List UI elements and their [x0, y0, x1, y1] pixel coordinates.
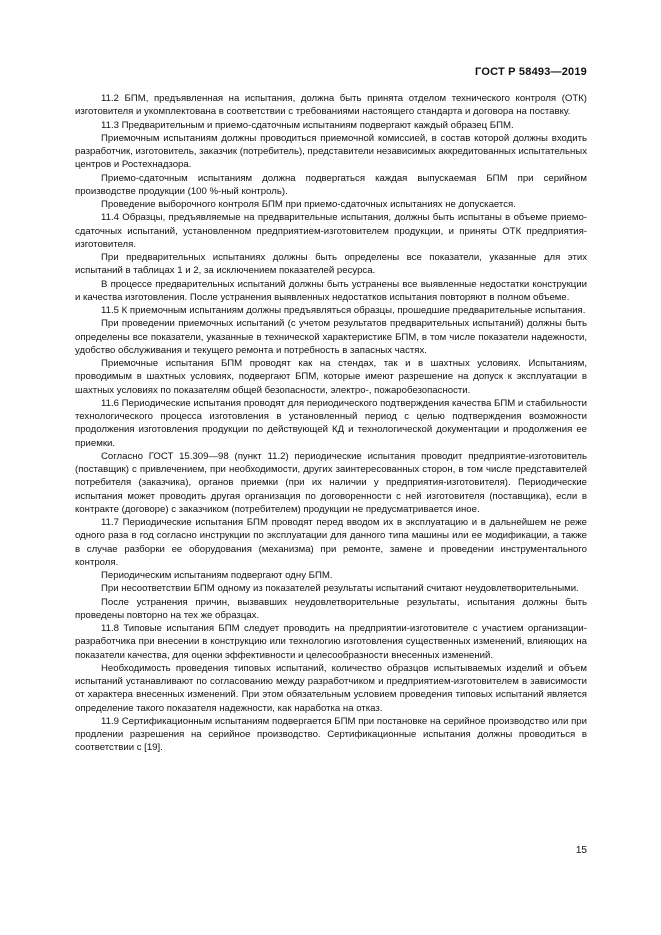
page-number: 15 [575, 845, 587, 856]
paragraph-11-5: 11.5 К приемочным испытаниям должны предъявляться образцы, прошедшие предварительные испытания. [101, 305, 586, 316]
paragraph-11-4: 11.4 Образцы, предъявляемые на предварительные испытания, должны быть испытаны в объеме приемо-сдаточных испытаний, установленном предприятием-изготовителем продукции, и приняты ОТК предприятия-изготовителя. [75, 212, 587, 250]
paragraph: Согласно ГОСТ 15.309—98 (пункт 11.2) периодические испытания проводит предприятие-изготовитель (поставщик) с привлечением, при необходимости, других заинтересованных сторон, в том числе представителей потребителя (заказчика), органов приемки (при их наличии у предприятия-изготовителя). Периодические испытания может проводить другая организация по договоренности с ней изготовителя (поставщика), если в контракте (договоре) с заказчиком (потребителем) продукции не предусматривается иное. [75, 450, 587, 515]
paragraph: При проведении приемочных испытаний (с учетом результатов предварительных испытаний) должны быть определены все показатели, указанные в технической характеристике БПМ, в том числе показатели надежности, удобство обслуживания и текущего ремонта и потребность в запасных частях. [75, 318, 587, 356]
paragraph: Проведение выборочного контроля БПМ при приемо-сдаточных испытаниях не допускается. [101, 199, 516, 210]
paragraph-11-7: 11.7 Периодические испытания БПМ проводят перед вводом их в эксплуатацию и в дальнейшем не реже одного раза в год согласно инструкции по эксплуатации для данного типа машины или ее модификации, а также в случае разборки ее оборудования (механизма) при ремонте, замене и проведении инструментального контроля. [75, 517, 587, 568]
paragraph-11-9: 11.9 Сертификационным испытаниям подвергается БПМ при постановке на серийное производство или при продлении разрешения на серийное производство. Сертификационные испытания должны проводиться в соответствии с [19]. [75, 715, 587, 754]
paragraph: При предварительных испытаниях должны быть определены все показатели, указанные для этих испытаний в таблицах 1 и 2, за исключением показателей ресурса. [75, 252, 587, 277]
paragraph-11-6: 11.6 Периодические испытания проводят для периодического подтверждения качества БПМ и стабильности технологического процесса изготовления в установленный период с целью подтверждения возможности продолжения изготовления продукции по действующей КД и технологической документации и продолжения ее приемки. [75, 397, 587, 449]
document-body [75, 92, 587, 755]
paragraph: Приемо-сдаточным испытаниям должна подвергаться каждая выпускаемая БПМ при серийном производстве продукции (100 %-ный контроль). [75, 172, 587, 197]
paragraph: В процессе предварительных испытаний должны быть устранены все выявленные недостатки конструкции и качества изготовления. После устранения выявленных недостатков испытания повторяют в полном объеме. [75, 278, 587, 303]
paragraph: Приемочные испытания БПМ проводят как на стендах, так и в шахтных условиях. Испытаниям, проводимым в шахтных условиях, подвергают БПМ, которые имеют разрешение на допуск к эксплуатации в шахтных условиях по показателям общей безопасности, электро-, пожаробезопасности. [75, 358, 587, 396]
document-header: ГОСТ Р 58493—2019 [475, 66, 587, 78]
paragraph: Приемочным испытаниям должны проводиться приемочной комиссией, в состав которой должны входить разработчик, изготовитель, заказчик (потребитель), представители независимых аккредитованных испытательных центров и Ростехнадзора. [75, 132, 587, 171]
paragraph: Периодическим испытаниям подвергают одну БПМ. [101, 570, 333, 581]
paragraph: Необходимость проведения типовых испытаний, количество образцов испытываемых изделий и объем испытаний устанавливают по согласованию между разработчиком и предприятием-изготовителем в зависимости от характера внесенных изменений. При этом обязательным условием проведения типовых испытаний является определение такого показателя надежности, как наработка на отказ. [75, 662, 587, 714]
paragraph-11-3: 11.3 Предварительным и приемо-сдаточным испытаниям подвергают каждый образец БПМ. [101, 119, 514, 131]
paragraph-11-8: 11.8 Типовые испытания БПМ следует проводить на предприятии-изготовителе с участием организации-разработчика при внесении в конструкцию или технологию изготовления существенных изменений, влияющих на показатели качества, для оценки эффективности и целесообразности внесенных изменений. [75, 623, 587, 661]
paragraph: При несоответствии БПМ одному из показателей результаты испытаний считают неудовлетворительными. [101, 583, 579, 595]
paragraph-11-2: 11.2 БПМ, предъявленная на испытания, должна быть принята отделом технического контроля (ОТК) изготовителя и укомплектована в соответствии с требованиями настоящего стандарта и договора на поставку. [75, 93, 587, 118]
paragraph: После устранения причин, вызвавших неудовлетворительные результаты, испытания должны быть проведены повторно на тех же образцах. [75, 596, 587, 621]
